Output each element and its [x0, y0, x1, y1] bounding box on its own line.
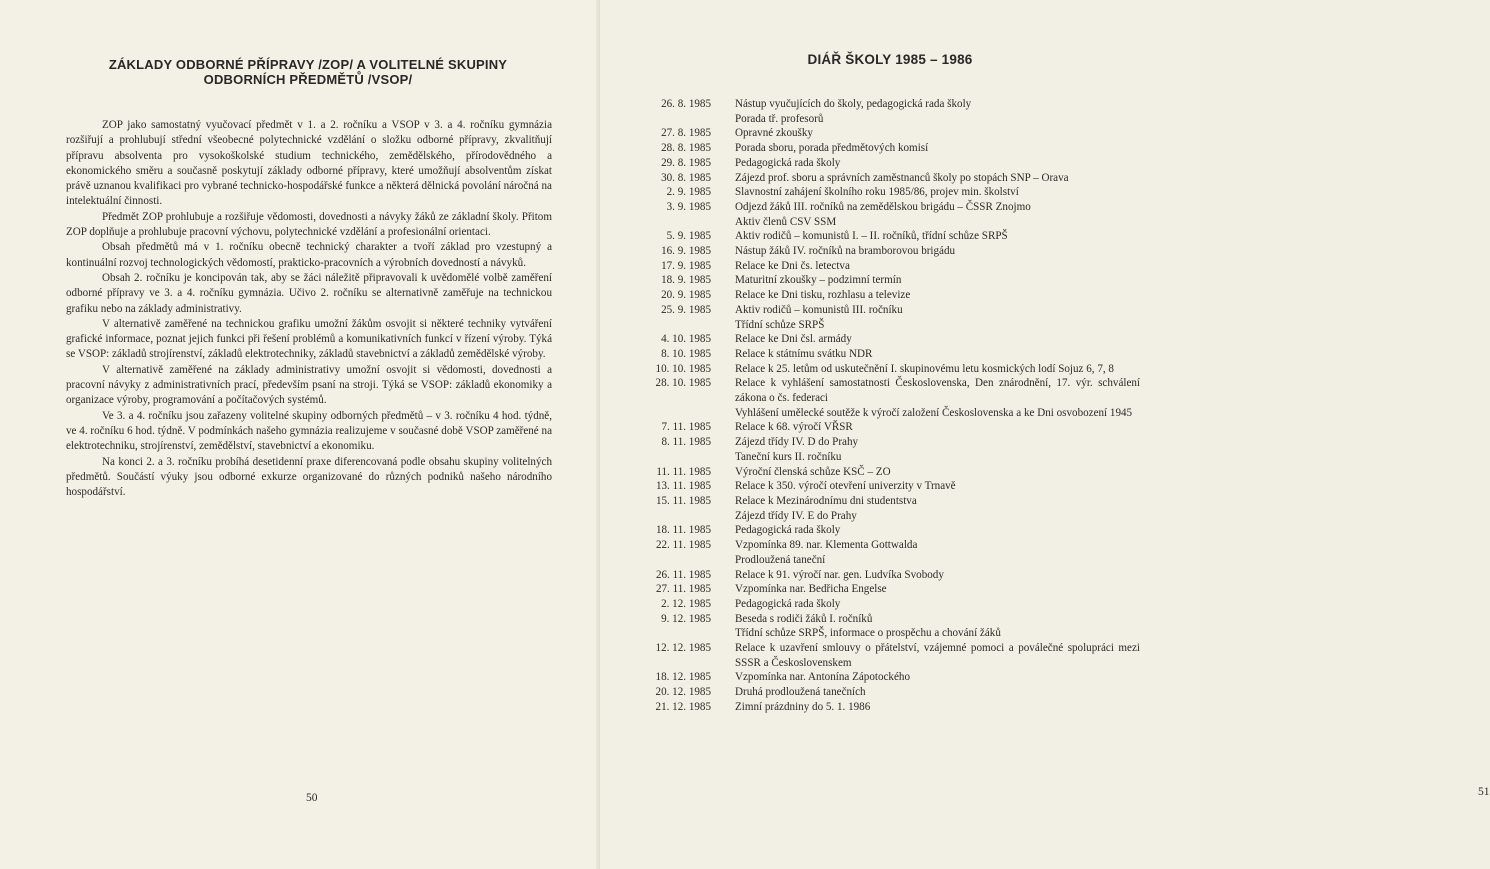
- entry-date: 2. 12. 1985: [661, 597, 711, 610]
- entry-event-text: Aktiv členů CSV SSM: [735, 215, 837, 228]
- paragraph: Obsah 2. ročníku je koncipován tak, aby se žáci náležitě připravovali k uvědomělé volbě zaměření odborné přípravy ve 3. a 4. ročníku gymnázia. Učivo 2. ročníku se alternativně zaměřuje na technickou grafiku nebo na základy administrativy.: [66, 271, 552, 315]
- entry-event-text: Relace k státnímu svátku NDR: [735, 347, 873, 360]
- diary-entry: [640, 156, 1140, 171]
- entry-events: [735, 582, 1140, 597]
- entry-date: 18. 11. 1985: [655, 524, 711, 537]
- diary-entry: [640, 376, 1140, 420]
- diary-entry: [640, 597, 1140, 612]
- diary-entry: [640, 141, 1140, 156]
- entry-event-text: Taneční kurs II. ročníku: [735, 450, 842, 463]
- diary-entry: [640, 362, 1140, 377]
- diary-entry: [640, 523, 1140, 538]
- entry-date: 8. 10. 1985: [661, 347, 711, 360]
- entry-events: [735, 568, 1140, 583]
- entry-event-text: Beseda s rodiči žáků I. ročníků: [735, 612, 873, 625]
- entry-date: 21. 12. 1985: [655, 700, 711, 713]
- entry-date: 29. 8. 1985: [661, 156, 711, 169]
- entry-events: [735, 332, 1140, 347]
- diary-entry: [640, 670, 1140, 685]
- entry-event-text: Relace k 91. výročí nar. gen. Ludvíka Svobody: [735, 568, 944, 581]
- entry-event-text: Relace ke Dni čs. letectva: [735, 259, 850, 272]
- entry-events: [735, 641, 1140, 670]
- paragraph: Ve 3. a 4. ročníku jsou zařazeny volitelné skupiny odborných předmětů – v 3. ročníku 4 hod. týdně, ve 4. ročníku 6 hod. týdně. V podmínkách našeho gymnázia realizujeme v současné době VSOP zaměřené na elektrotechniku, strojírenství, zemědělství, stavebnictví a ekonomiku.: [66, 409, 552, 453]
- diary-entry: [640, 229, 1140, 244]
- entry-event-text: Zájezd prof. sboru a správních zaměstnanců školy po stopách SNP – Orava: [735, 171, 1069, 184]
- entry-event-text: Opravné zkoušky: [735, 127, 813, 140]
- paragraph: Na konci 2. a 3. ročníku probíhá desetidenní praxe diferencovaná podle obsahu skupiny volitelných předmětů. Součástí výuky jsou odborné exkurze organizované do různých podniků našeho národního hospodářství.: [66, 455, 552, 499]
- diary-entry: [640, 612, 1140, 641]
- diary-entry: [640, 685, 1140, 700]
- entry-date: 28. 8. 1985: [661, 142, 711, 155]
- entry-events: [735, 347, 1140, 362]
- entry-events: [735, 420, 1140, 435]
- entry-events: [735, 200, 1140, 229]
- entry-date: 20. 12. 1985: [655, 686, 711, 699]
- entry-events: [735, 126, 1140, 141]
- paragraph: ZOP jako samostatný vyučovací předmět v 1. a 2. ročníku a VSOP v 3. a 4. ročníku gymnázia rozšiřují a prohlubují střední všeobecné polytechnické vzdělání o složku odborné přípravy, zkvalitňují přípravu absolventa pro vysokoškolské studium technického, zemědělského, přírodovědného a ekonomického směru a současně poskytují základy odborné přípravy, které umožňují absolventům získat právě uznanou kvalifikaci pro vybrané technicko-hospodářské funkce a některá dělnická povolání náročná na intelektuální činnosti.: [66, 119, 552, 208]
- page-number: 51: [1478, 786, 1490, 798]
- entry-date: 30. 8. 1985: [661, 171, 711, 184]
- diary-list: [640, 97, 1140, 715]
- entry-date: 12. 12. 1985: [655, 642, 711, 655]
- entry-date: 25. 9. 1985: [661, 303, 711, 316]
- diary-entry: [640, 347, 1140, 362]
- entry-event-text: Relace k Mezinárodnímu dni studentstva: [735, 494, 917, 507]
- entry-events: [735, 288, 1140, 303]
- entry-event-text: Nástup žáků IV. ročníků na bramborovou brigádu: [735, 245, 956, 258]
- paragraph: V alternativě zaměřené na základy administrativy umožní osvojit si vědomosti, dovednosti a pracovní návyky z administrativních prací, především psaní na stroji. Týká se VSOP: základů ekonomiky a organizace výroby, programování a počítačových systémů.: [66, 363, 552, 407]
- entry-event-text: Relace k uzavření smlouvy o přátelství, vzájemné pomoci a poválečné spolupráci mezi SSSR a Československem: [735, 642, 1140, 669]
- entry-events: [735, 465, 1140, 480]
- diary-entry: [640, 244, 1140, 259]
- entry-events: [735, 185, 1140, 200]
- entry-date: 26. 11. 1985: [655, 568, 711, 581]
- entry-event-text: Relace ke Dni čsl. armády: [735, 333, 852, 346]
- diary-entry: [640, 641, 1140, 670]
- entry-event-text: Maturitní zkoušky – podzimní termín: [735, 274, 902, 287]
- entry-event-text: Relace k 25. letům od uskutečnění I. skupinovému letu kosmických lodí Sojuz 6, 7, 8: [735, 362, 1114, 375]
- paragraph: Předmět ZOP prohlubuje a rozšiřuje vědomosti, dovednosti a návyky žáků ze základní školy. Přitom ZOP doplňuje a prohlubuje pracovní výchovu, polytechnické vzdělání a profesionální orientaci.: [66, 210, 552, 239]
- entry-date: 15. 11. 1985: [655, 494, 711, 507]
- paragraph: Obsah předmětů má v 1. ročníku obecně technický charakter a tvoří základ pro vzestupný a kontinuální rozvoj technologických vědomostí, prakticko-pracovních a výrobních dovedností a návyků.: [66, 241, 552, 269]
- left-page: [0, 0, 600, 869]
- diary-entry: [640, 538, 1140, 567]
- diary-entry: [640, 582, 1140, 597]
- paragraph: V alternativě zaměřené na technickou grafiku umožní žákům osvojit si některé techniky vytváření grafické informace, poznat jejich funkci při řešení problémů a komunikativních funkcí v řízení výroby. Týká se VSOP: základů strojírenství, základů elektrotechniky, základů stavebnictví a základů zemědělské výroby.: [66, 317, 552, 361]
- diary-entry: [640, 171, 1140, 186]
- entry-date: 10. 10. 1985: [655, 362, 711, 375]
- entry-events: [735, 229, 1140, 244]
- entry-events: [735, 597, 1140, 612]
- entry-events: [735, 303, 1140, 332]
- entry-events: [735, 156, 1140, 171]
- entry-event-text: Třídní schůze SRPŠ, informace o prospěchu a chování žáků: [735, 627, 1001, 640]
- diary-entry: [640, 126, 1140, 141]
- left-title-line: ODBORNÍCH PŘEDMĚTŮ /VSOP/: [203, 72, 413, 87]
- entry-event-text: Relace k 68. výročí VŘSR: [735, 421, 853, 434]
- entry-event-text: Druhá prodloužená tanečních: [735, 686, 866, 699]
- diary-title: DIÁŘ ŠKOLY 1985 – 1986: [807, 52, 973, 67]
- entry-date: 9. 12. 1985: [661, 612, 711, 625]
- entry-event-text: Pedagogická rada školy: [735, 597, 841, 610]
- entry-date: 27. 11. 1985: [655, 583, 711, 596]
- entry-events: [735, 376, 1140, 420]
- entry-event-text: Odjezd žáků III. ročníků na zemědělskou brigádu – ČSSR Znojmo: [735, 200, 1031, 213]
- entry-events: [735, 171, 1140, 186]
- diary-entry: [640, 568, 1140, 583]
- entry-event-text: Relace k 350. výročí otevření univerzity v Trnavě: [735, 480, 956, 493]
- entry-event-text: Porada tř. profesorů: [735, 112, 824, 125]
- entry-date: 28. 10. 1985: [655, 377, 711, 390]
- entry-date: 22. 11. 1985: [655, 539, 711, 552]
- entry-date: 27. 8. 1985: [661, 127, 711, 140]
- diary-entry: [640, 303, 1140, 332]
- entry-event-text: Zimní prázdniny do 5. 1. 1986: [735, 700, 871, 713]
- entry-events: [735, 273, 1140, 288]
- entry-date: 17. 9. 1985: [661, 259, 711, 272]
- diary-entry: [640, 479, 1140, 494]
- entry-date: 3. 9. 1985: [666, 200, 711, 213]
- entry-events: [735, 494, 1140, 523]
- diary-entry: [640, 97, 1140, 126]
- page-number: 50: [306, 792, 318, 804]
- diary-entry: [640, 273, 1140, 288]
- entry-event-text: Pedagogická rada školy: [735, 156, 841, 169]
- diary-entry: [640, 259, 1140, 274]
- entry-event-text: Aktiv rodičů – komunistů III. ročníku: [735, 303, 903, 316]
- diary-entry: [640, 332, 1140, 347]
- entry-events: [735, 538, 1140, 567]
- entry-event-text: Porada sboru, porada předmětových komisí: [735, 142, 929, 155]
- left-title-line: ZÁKLADY ODBORNÉ PŘÍPRAVY /ZOP/ A VOLITELNÉ SKUPINY: [108, 57, 508, 72]
- entry-events: [735, 670, 1140, 685]
- entry-date: 13. 11. 1985: [655, 480, 711, 493]
- entry-date: 18. 12. 1985: [655, 671, 711, 684]
- diary-entry: [640, 700, 1140, 715]
- entry-event-text: Vzpomínka 89. nar. Klementa Gottwalda: [735, 539, 918, 552]
- diary-entry: [640, 288, 1140, 303]
- entry-date: 26. 8. 1985: [661, 98, 711, 110]
- entry-event-text: Relace ke Dni tisku, rozhlasu a televize: [735, 289, 911, 302]
- entry-events: [735, 435, 1140, 464]
- entry-events: [735, 685, 1140, 700]
- entry-event-text: Vyhlášení umělecké soutěže k výročí založení Československa a ke Dni osvobození 1945: [735, 406, 1133, 419]
- diary-entry: [640, 435, 1140, 464]
- entry-date: 11. 11. 1985: [656, 465, 711, 478]
- entry-events: [735, 612, 1140, 641]
- left-page-title: [78, 57, 538, 87]
- entry-date: 5. 9. 1985: [666, 230, 711, 243]
- diary-entry: [640, 465, 1140, 480]
- entry-date: 16. 9. 1985: [661, 245, 711, 258]
- entry-date: 4. 10. 1985: [661, 333, 711, 346]
- entry-date: 7. 11. 1985: [661, 421, 711, 434]
- diary-entry: [640, 185, 1140, 200]
- entry-event-text: Zájezd třídy IV. E do Prahy: [735, 509, 857, 522]
- entry-events: [735, 97, 1140, 126]
- entry-event-text: Prodloužená taneční: [735, 553, 826, 566]
- entry-date: 20. 9. 1985: [661, 289, 711, 302]
- entry-event-text: Zájezd třídy IV. D do Prahy: [735, 436, 859, 449]
- entry-date: 18. 9. 1985: [661, 274, 711, 287]
- entry-event-text: Vzpomínka nar. Antonína Zápotockého: [735, 671, 910, 684]
- entry-events: [735, 141, 1140, 156]
- entry-event-text: Pedagogická rada školy: [735, 524, 841, 537]
- entry-date: 8. 11. 1985: [661, 436, 711, 449]
- entry-event-text: Slavnostní zahájení školního roku 1985/86, projev min. školství: [735, 186, 1019, 199]
- entry-events: [735, 700, 1140, 715]
- left-body-text: [66, 118, 552, 500]
- entry-events: [735, 259, 1140, 274]
- entry-event-text: Výroční členská schůze KSČ – ZO: [735, 465, 891, 478]
- diary-entry: [640, 494, 1140, 523]
- entry-event-text: Nástup vyučujících do školy, pedagogická rada školy: [735, 98, 972, 110]
- entry-event-text: Třídní schůze SRPŠ: [735, 318, 825, 331]
- entry-event-text: Relace k vyhlášení samostatnosti Československa, Den znárodnění, 17. výr. schválení zákona o čs. federaci: [735, 377, 1140, 405]
- entry-event-text: Vzpomínka nar. Bedřicha Engelse: [735, 583, 887, 596]
- entry-events: [735, 479, 1140, 494]
- entry-events: [735, 244, 1140, 259]
- diary-entry: [640, 200, 1140, 229]
- entry-date: 2. 9. 1985: [666, 186, 711, 199]
- entry-events: [735, 362, 1140, 377]
- entry-events: [735, 523, 1140, 538]
- diary-entry: [640, 420, 1140, 435]
- entry-event-text: Aktiv rodičů – komunistů I. – II. ročníků, třídní schůze SRPŠ: [735, 230, 1008, 243]
